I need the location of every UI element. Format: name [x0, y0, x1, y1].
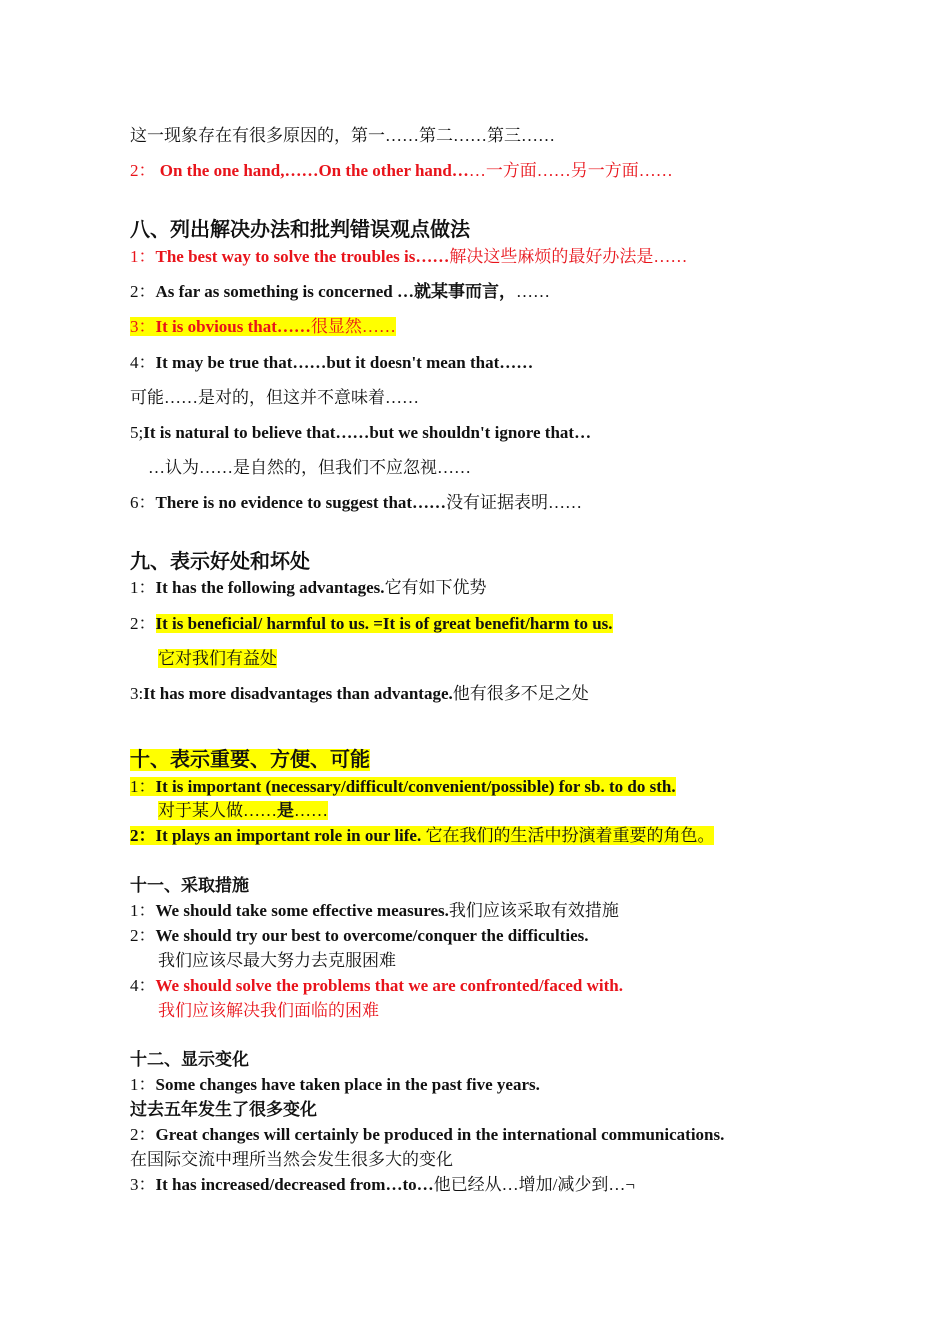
item-number: 2：	[130, 614, 156, 633]
item-chinese: …一方面……另一方面……	[468, 161, 673, 180]
item-chinese: 可能……是对的，但这并不意味着……	[130, 388, 419, 407]
item-number: 1：	[130, 901, 156, 920]
item-english: It has more disadvantages than advantage.	[143, 684, 453, 703]
item-english: On the one hand,……On the other hand…	[159, 161, 469, 180]
item-chinese: 他已经从…增加/减少到…¬	[433, 1175, 635, 1194]
item-english: It has increased/decreased from…to…	[155, 1175, 434, 1194]
item-number: 2：	[130, 826, 156, 845]
item-english: It has the following advantages.	[155, 578, 385, 597]
item-english: It is natural to believe that……but we shouldn't ignore that…	[143, 423, 592, 442]
list-item	[130, 925, 589, 947]
item-english: It is obvious that……	[155, 317, 311, 336]
item-chinese: 过去五年发生了很多变化	[130, 1100, 317, 1119]
item-number: 2：	[130, 1125, 156, 1144]
list-item	[130, 492, 582, 514]
list-item	[130, 900, 619, 922]
item-number: 1：	[130, 1075, 156, 1094]
item-chinese: 我们应该尽最大努力去克服困难	[158, 951, 396, 970]
item-english: We should try our best to overcome/conquer the difficulties.	[155, 926, 589, 945]
item-number: 4：	[130, 353, 156, 372]
item-chinese: 很显然……	[310, 317, 396, 336]
section-heading-9: 九、表示好处和坏处	[130, 551, 310, 573]
list-item	[130, 160, 673, 182]
list-item	[130, 776, 676, 798]
item-english: Some changes have taken place in the past five years.	[155, 1075, 540, 1094]
item-number: 4：	[130, 976, 156, 995]
item-number: 6：	[130, 493, 156, 512]
list-item	[130, 577, 487, 599]
list-item	[130, 1124, 724, 1146]
section-heading-10: 十、表示重要、方便、可能	[130, 749, 370, 771]
item-number: 1：	[130, 578, 156, 597]
item-number: 2：	[130, 282, 156, 301]
item-english: There is no evidence to suggest that……	[155, 493, 447, 512]
reasons-line: 这一现象存在有很多原因的，第一……第二……第三……	[130, 126, 555, 145]
item-number: 3：	[130, 317, 156, 336]
item-english: It may be true that……but it doesn't mean that……	[155, 353, 534, 372]
item-chinese: …认为……是自然的，但我们不应忽视……	[148, 458, 471, 477]
item-chinese: 它有如下优势	[384, 578, 487, 597]
item-number: 5;	[130, 423, 144, 442]
section-heading-8: 八、列出解决办法和批判错误观点做法	[130, 219, 470, 241]
item-chinese: 我们应该解决我们面临的困难	[158, 1001, 379, 1020]
section-heading-12: 十二、显示变化	[130, 1050, 249, 1069]
item-chinese: ……	[515, 282, 550, 301]
item-chinese: 在国际交流中理所当然会发生很多大的变化	[130, 1150, 453, 1169]
list-item	[130, 825, 714, 847]
item-english: It is important (necessary/difficult/convenient/possible) for sb. to do sth.	[155, 777, 676, 796]
item-chinese: 对于某人做……是……	[158, 801, 328, 820]
list-item	[130, 613, 613, 635]
section-heading-11: 十一、采取措施	[130, 876, 249, 895]
list-item	[130, 422, 591, 444]
item-number: 1：	[130, 777, 156, 796]
item-number: 1：	[130, 247, 156, 266]
item-number: 2：	[130, 926, 156, 945]
list-item	[130, 1174, 635, 1196]
item-chinese: 没有证据表明……	[446, 493, 583, 512]
list-item	[130, 316, 396, 338]
item-english: As far as something is concerned …就某事而言，	[155, 282, 516, 301]
list-item	[130, 352, 533, 374]
item-chinese: 他有很多不足之处	[452, 684, 589, 703]
list-item	[130, 683, 589, 705]
item-english: We should take some effective measures.	[155, 901, 449, 920]
item-number: 3:	[130, 684, 144, 703]
item-number: 2：	[130, 161, 156, 180]
item-number: 3：	[130, 1175, 156, 1194]
list-item	[130, 975, 623, 997]
item-english: The best way to solve the troubles is……	[155, 247, 450, 266]
item-english: It is beneficial/ harmful to us. =It is of great benefit/harm to us.	[155, 614, 613, 633]
item-english: We should solve the problems that we are confronted/faced with.	[155, 976, 623, 995]
item-chinese: 它在我们的生活中扮演着重要的角色。	[421, 826, 715, 845]
item-chinese: 我们应该采取有效措施	[448, 901, 619, 920]
list-item	[130, 1074, 540, 1096]
item-chinese: 解决这些麻烦的最好办法是……	[449, 247, 688, 266]
list-item	[130, 281, 550, 303]
item-english: Great changes will certainly be produced in the international communications.	[155, 1125, 725, 1144]
item-english: It plays an important role in our life.	[155, 826, 422, 845]
item-chinese: 它对我们有益处	[158, 649, 277, 668]
list-item	[130, 246, 687, 268]
